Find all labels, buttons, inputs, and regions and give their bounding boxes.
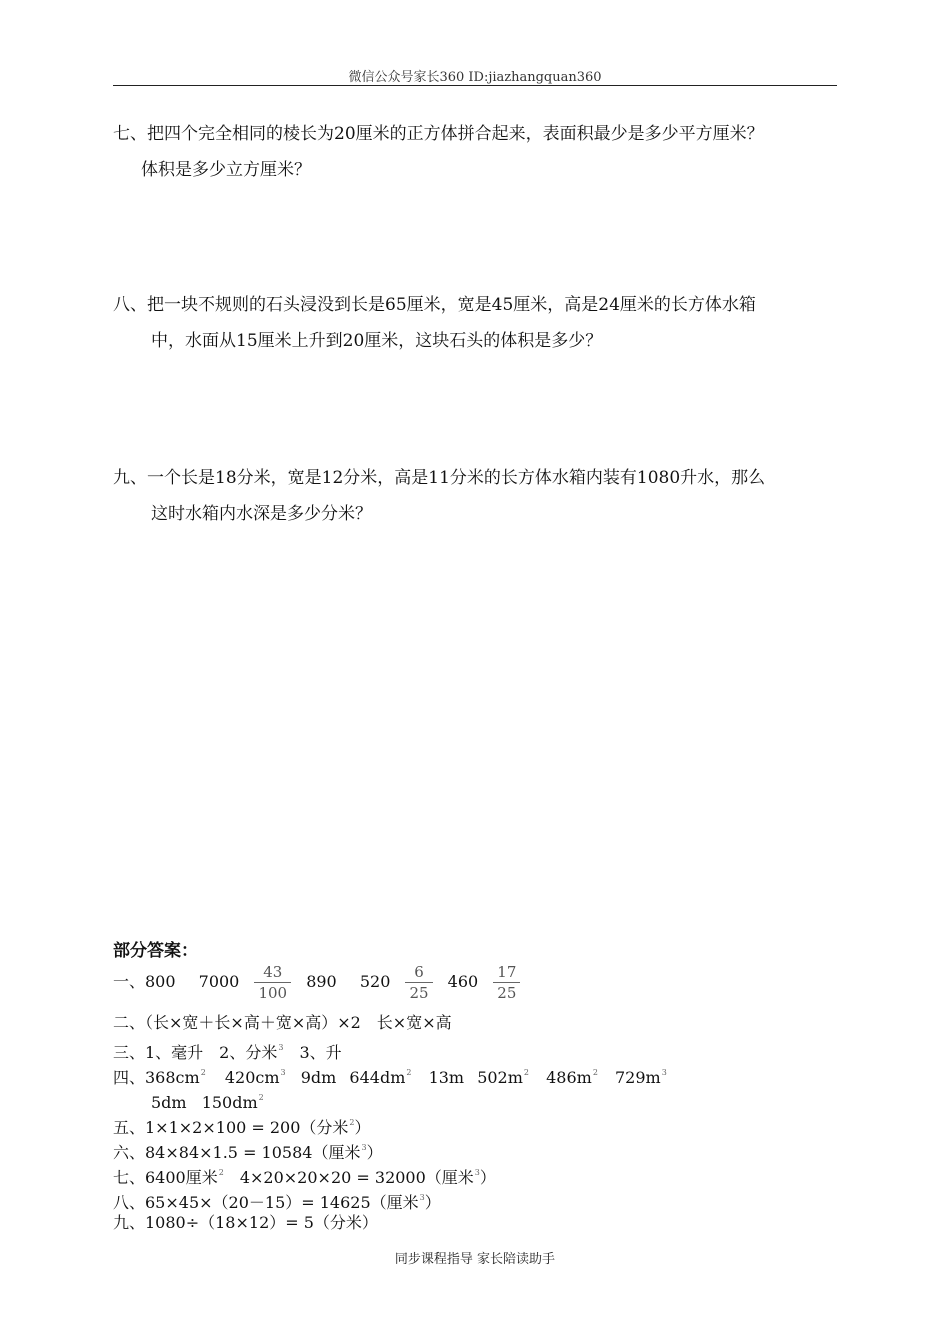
superscript: 2 (523, 1068, 529, 1077)
answer-8-text: 八、65×45×（20－15）= 14625（厘米 (113, 1193, 419, 1212)
superscript: 2 (218, 1168, 224, 1177)
superscript: 3 (361, 1143, 367, 1152)
answer-6-tail: ） (366, 1143, 383, 1162)
fraction-denominator: 25 (497, 984, 517, 1002)
answer-6-text: 六、84×84×1.5 = 10584（厘米 (113, 1143, 361, 1162)
fraction-denominator: 25 (409, 984, 429, 1002)
superscript: 2 (200, 1068, 206, 1077)
superscript: 2 (349, 1118, 355, 1127)
answer-1-v5: 460 (447, 972, 479, 991)
fraction-numerator: 6 (405, 962, 432, 983)
superscript: 3 (661, 1068, 667, 1077)
answer-5-text: 五、1×1×2×100 = 200（分米 (113, 1118, 349, 1137)
superscript: 3 (474, 1168, 480, 1177)
answer-4-item: 729m (615, 1068, 661, 1087)
fraction-43-100 (254, 962, 291, 1003)
question-8 (113, 287, 843, 359)
answer-2: 二、（长×宽＋长×高＋宽×高）×2 长×宽×高 (113, 1013, 452, 1032)
answer-1-v2: 7000 (198, 972, 240, 991)
fraction-numerator: 17 (493, 962, 520, 983)
answer-1-v4: 520 (359, 972, 391, 991)
answer-4-item: 644dm (349, 1068, 406, 1087)
answer-4-line2b: 150dm (201, 1093, 258, 1112)
question-9 (113, 460, 843, 532)
question-9-line2: 这时水箱内水深是多少分米？ (151, 504, 372, 524)
superscript: 2 (258, 1093, 264, 1102)
answer-1-prefix: 一、800 (113, 972, 176, 991)
answer-4-item: 486m (546, 1068, 592, 1087)
question-8-line1: 八、把一块不规则的石头浸没到长是65厘米，宽是45厘米，高是24厘米的长方体水箱 (113, 295, 756, 315)
fraction-denominator: 100 (258, 984, 288, 1002)
superscript: 3 (419, 1193, 425, 1202)
answer-4-line2a: 5dm (151, 1093, 187, 1112)
header-divider (113, 85, 837, 86)
fraction-numerator: 43 (254, 962, 291, 983)
answer-4-item: 420cm (224, 1068, 280, 1087)
fraction-6-25 (405, 962, 432, 1003)
answer-4-item: 9dm (300, 1068, 337, 1087)
superscript: 3 (278, 1043, 284, 1052)
question-9-line1: 九、一个长是18分米，宽是12分米，高是11分米的长方体水箱内装有1080升水，那么 (113, 468, 766, 488)
answer-1-v3: 890 (306, 972, 337, 991)
superscript: 2 (592, 1068, 598, 1077)
answer-4-item: 13m (428, 1068, 465, 1087)
answer-5-tail: ） (354, 1118, 371, 1137)
superscript: 3 (280, 1068, 286, 1077)
answer-9: 九、1080÷（18×12）= 5（分米） (113, 1213, 378, 1232)
answer-8-tail: ） (424, 1193, 441, 1212)
question-7 (113, 116, 843, 188)
answers-title: 部分答案： (113, 941, 198, 961)
question-8-line2: 中，水面从15厘米上升到20厘米，这块石头的体积是多少？ (151, 331, 603, 351)
answer-7-tail: ） (479, 1168, 496, 1187)
page-header: 微信公众号家长360 ID:jiazhangquan360 (348, 70, 602, 85)
superscript: 2 (406, 1068, 412, 1077)
question-7-line2: 体积是多少立方厘米？ (141, 160, 311, 180)
fraction-17-25 (493, 962, 520, 1003)
answer-7-text: 七、6400厘米 (113, 1168, 218, 1187)
answer-4-item: 502m (477, 1068, 523, 1087)
answer-4-prefix: 四、368cm (113, 1068, 200, 1087)
page-footer: 同步课程指导 家长陪读助手 (394, 1252, 556, 1267)
answer-3-text: 三、1、毫升 2、分米 (113, 1043, 278, 1062)
answer-7-mid: 4×20×20×20 = 32000（厘米 (223, 1168, 474, 1187)
answer-3-tail: 3、升 (283, 1043, 342, 1062)
question-7-line1: 七、把四个完全相同的棱长为20厘米的正方体拼合起来，表面积最少是多少平方厘米？ (113, 124, 764, 144)
answer-1 (113, 962, 530, 1003)
